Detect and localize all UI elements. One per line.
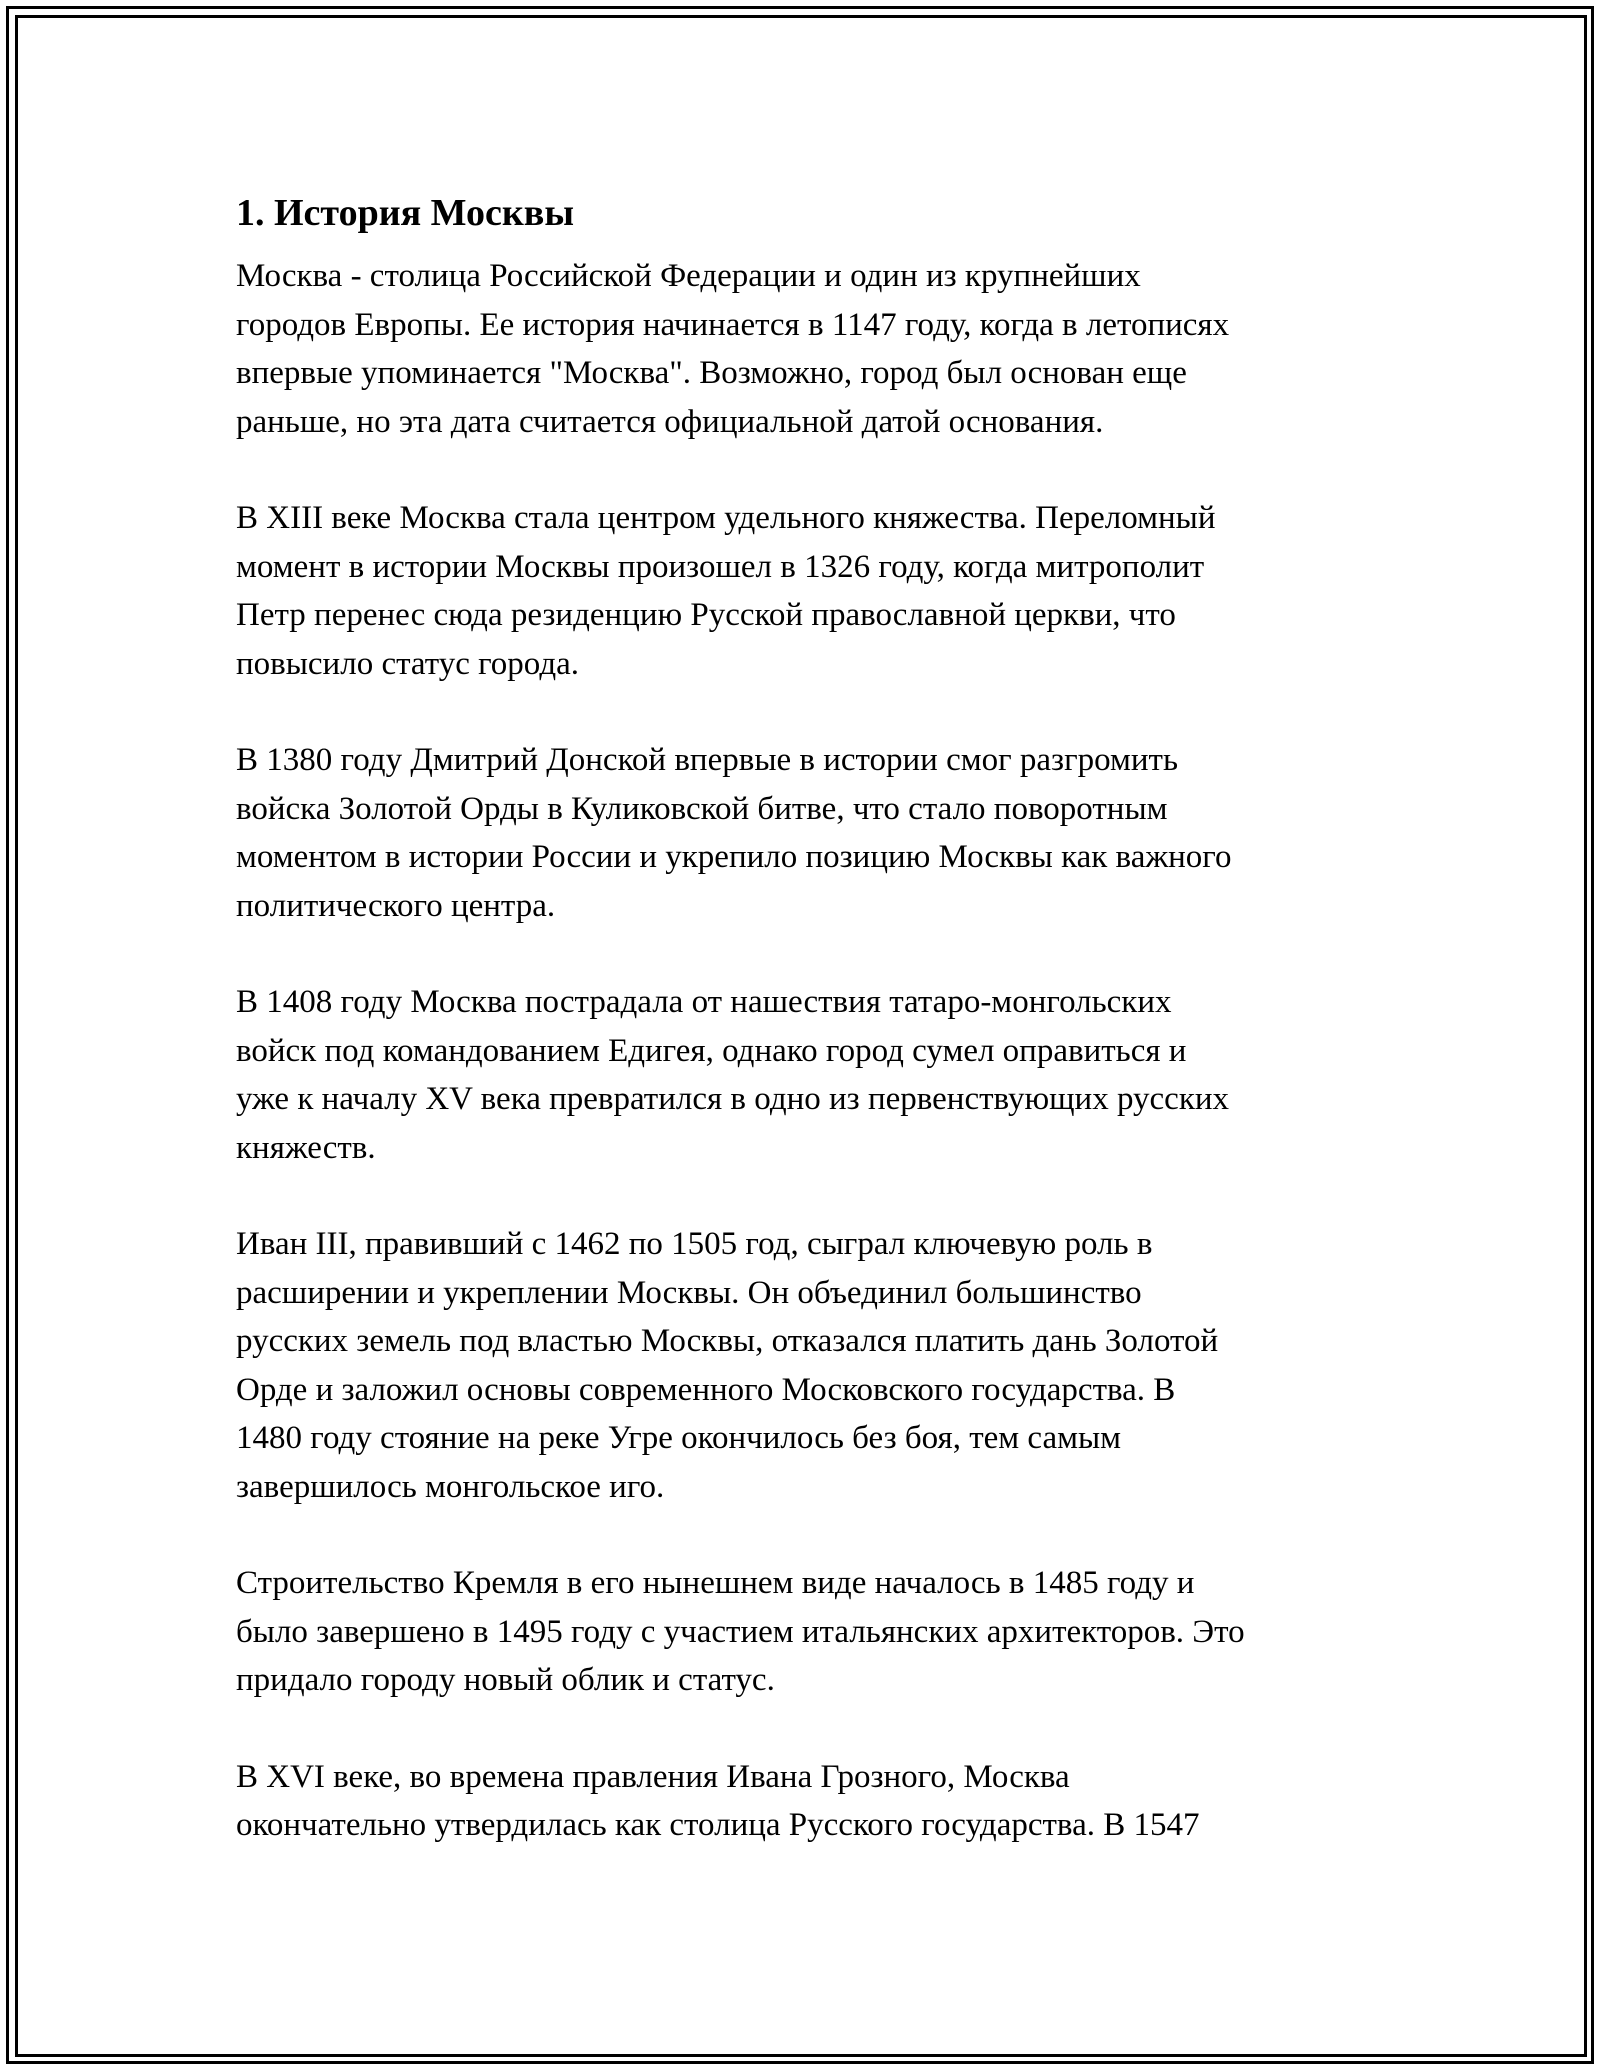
- paragraph-line: завершилось монгольское иго.: [236, 1468, 665, 1505]
- paragraph-line: войска Золотой Орды в Куликовской битве, что стало поворотным: [236, 790, 1168, 827]
- section-title: 1. История Москвы: [236, 192, 574, 234]
- paragraph-line: Петр перенес сюда резиденцию Русской православной церкви, что: [236, 597, 1176, 633]
- paragraph-line: впервые упоминается "Москва". Возможно, город был основан еще: [236, 355, 1187, 391]
- paragraph-line: Иван III, правивший с 1462 по 1505 год, сыграл ключевую роль в: [236, 1226, 1153, 1262]
- paragraph-line: В XVI веке, во времена правления Ивана Грозного, Москва: [236, 1758, 1070, 1795]
- paragraph-line: В XIII веке Москва стала центром удельного княжества. Переломный: [236, 500, 1216, 536]
- paragraph-line: войск под командованием Едигея, однако город сумел оправиться и: [236, 1032, 1187, 1069]
- paragraph-line: 1480 году стояние на реке Угре окончилось без боя, тем самым: [236, 1420, 1122, 1456]
- paragraph-line: княжеств.: [236, 1129, 376, 1166]
- paragraph-line: уже к началу XV века превратился в одно из первенствующих русских: [236, 1081, 1230, 1117]
- paragraph-line: В 1408 году Москва пострадала от нашествия татаро-монгольских: [236, 984, 1172, 1020]
- paragraph-line: окончательно утвердилась как столица Русского государства. В 1547: [236, 1807, 1200, 1843]
- paragraph: [236, 736, 1366, 930]
- paragraph-line: Орде и заложил основы современного Московского государства. В: [236, 1371, 1176, 1408]
- paragraph: [236, 1753, 1366, 1850]
- paragraph: [236, 1559, 1366, 1705]
- paragraph-line: придало городу новый облик и статус.: [236, 1662, 775, 1698]
- paragraph-line: раньше, но эта дата считается официальной датой основания.: [236, 403, 1104, 440]
- paragraph: [236, 252, 1366, 446]
- paragraph-line: повысило статус города.: [236, 645, 580, 682]
- paragraph-line: Москва - столица Российской Федерации и один из крупнейших: [236, 258, 1141, 294]
- paragraph-line: расширении и укреплении Москвы. Он объединил большинство: [236, 1274, 1142, 1311]
- paragraph-line: В 1380 году Дмитрий Донской впервые в истории смог разгромить: [236, 742, 1178, 778]
- paragraph: [236, 1220, 1366, 1511]
- paragraph-line: русских земель под властью Москвы, отказался платить дань Золотой: [236, 1323, 1219, 1359]
- paragraph-line: моментом в истории России и укрепило позицию Москвы как важного: [236, 839, 1232, 875]
- paragraph-line: было завершено в 1495 году с участием итальянских архитекторов. Это: [236, 1613, 1245, 1650]
- paragraph-line: городов Европы. Ее история начинается в 1147 году, когда в летописях: [236, 306, 1230, 343]
- paragraph-line: Строительство Кремля в его нынешнем виде началось в 1485 году и: [236, 1565, 1195, 1601]
- paragraph-line: политического центра.: [236, 887, 556, 924]
- paragraph-list: [236, 252, 1366, 1850]
- paragraph-line: момент в истории Москвы произошел в 1326 году, когда митрополит: [236, 548, 1205, 585]
- paragraph: [236, 978, 1366, 1172]
- document-body: [236, 180, 1366, 1898]
- paragraph: [236, 494, 1366, 688]
